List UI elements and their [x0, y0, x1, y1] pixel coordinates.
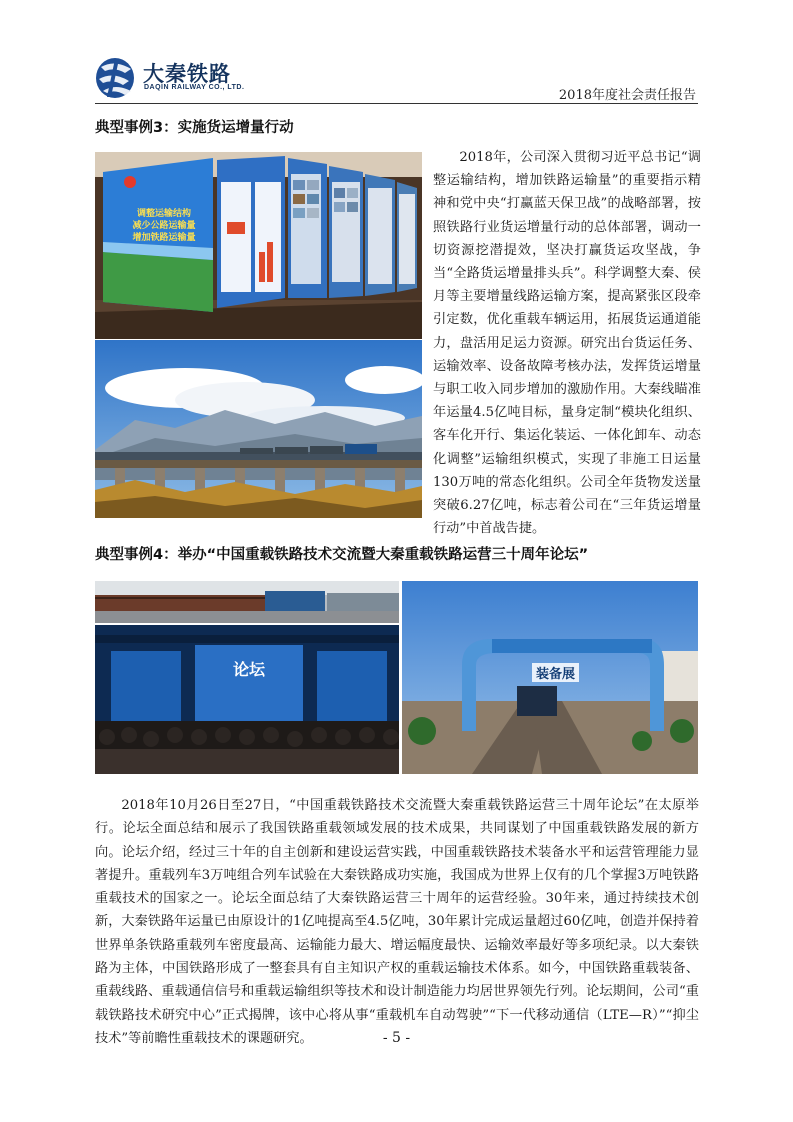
trains-station-photo: [95, 581, 399, 623]
case3-paragraph: 2018年，公司深入贯彻习近平总书记“调整运输结构，增加铁路运输量”的重要指示精神和党中央“打赢蓝天保卫战”的战略部署，按照铁路行业货运增量行动的总体部署，调动一切资源挖潜提效，坚决打赢货运攻坚战，争当“全路货运增量排头兵”。科学调整大秦、侯月等主要增量线路运输方案，提高紧张区段牵引定数，优化重载车辆运用，拓展货运通道能力，盘活用足运力资源。研究出台货运任务、运输效率、设备故障考核办法，发挥货运增量与职工收入同步增加的激励作用。大秦线瞄准年运量4.5亿吨目标，量身定制“模块化组织、客车化开行、集运化装运、一体化卸车、动态化调整”运输组织模式，实现了非施工日运量130万吨的常态化组织。公司全年货物发送量突破6.27亿吨，标志着公司在“三年货运增量行动”中首战告捷。: [433, 150, 701, 537]
logo-chinese-name: 大秦铁路: [143, 62, 231, 86]
daqin-logo-icon: [95, 55, 137, 101]
expo-gate-sign: 装备展: [532, 663, 579, 682]
equipment-expo-photo: [402, 581, 698, 774]
case4-heading: 典型事例4：举办“中国重载铁路技术交流暨大秦重载铁路运营三十周年论坛”: [95, 547, 589, 563]
case3-heading: 典型事例3：实施货运增量行动: [95, 120, 294, 136]
logo-english-name: DAQIN RAILWAY CO., LTD.: [144, 84, 245, 91]
forum-conference-photo: [95, 625, 399, 774]
page-number: - 5 -: [382, 1030, 411, 1046]
report-title: 2018年度社会责任报告: [558, 88, 696, 103]
company-logo: [95, 55, 255, 101]
forum-screen-title: 论坛: [232, 660, 265, 679]
board-line-2: 减少公路运输量: [132, 221, 196, 231]
exhibition-board-photo: [95, 152, 422, 339]
case4-paragraph: 2018年10月26日至27日，“中国重载铁路技术交流暨大秦重载铁路运营三十周年论坛”在太原举行。论坛全面总结和展示了我国铁路重载领域发展的技术成果，共同谋划了中国重载铁路发展的新方向。论坛介绍，经过三十年的自主创新和建设运营实践，中国重载铁路技术装备水平和运营管理能力显著提升。重载列车3万吨组合列车试验在大秦铁路成功实施，我国成为世界上仅有的几个掌握3万吨铁路重载技术的国家之一。论坛全面总结了大秦铁路运营三十周年的运营经验。30年来，通过持续技术创新，大秦铁路年运量已由原设计的1亿吨提高至4.5亿吨，30年累计完成运量超过60亿吨，创造并保持着世界单条铁路重载列车密度最高、运输能力最大、增运幅度最快、运输效率最好等多项纪录。以大秦铁路为主体，中国铁路形成了一整套具有自主知识产权的重载运输技术体系。如今，中国铁路重载装备、重载线路、重载通信信号和重载运输组织等技术和设计制造能力均居世界领先行列。论坛期间，公司“重载铁路技术研究中心”正式揭牌，该中心将从事“重载机车自动驾驶”“下一代移动通信（LTE—R）”“抑尘技术”等前瞻性重载技术的课题研究。: [95, 798, 699, 1046]
board-line-3: 增加铁路运输量: [132, 233, 196, 243]
freight-train-viaduct-photo: [95, 340, 422, 518]
header-divider: [95, 103, 698, 104]
board-line-1: 调整运输结构: [136, 209, 191, 219]
